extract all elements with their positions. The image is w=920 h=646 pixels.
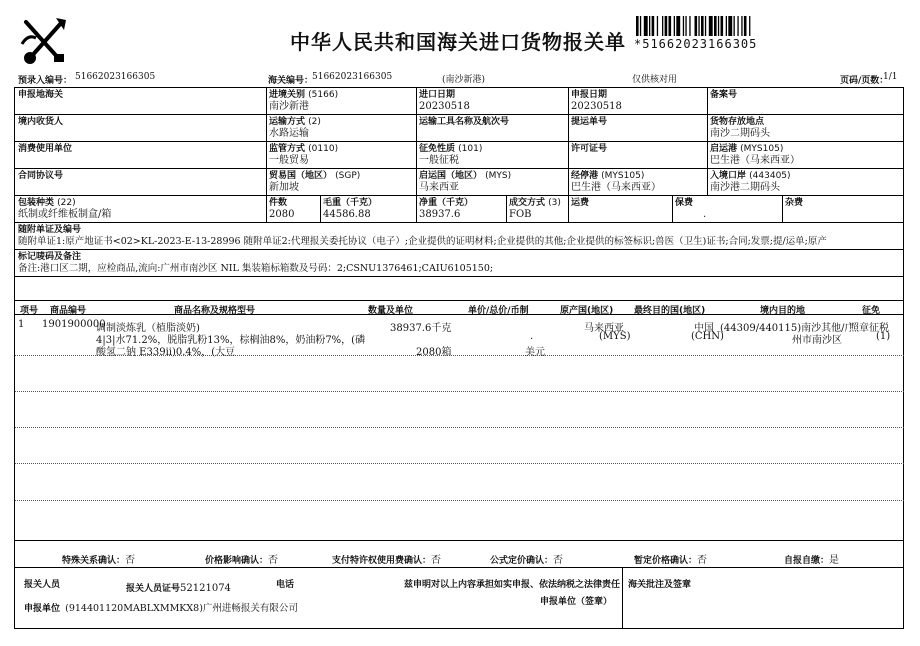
vessel-label: 运输工具名称及航次号	[419, 117, 510, 127]
page-label: 页码/页数：	[840, 76, 889, 86]
entry-port-value: 南沙新港	[269, 101, 309, 112]
item-qty1: 38937.6千克	[390, 323, 452, 334]
departure-port-label: 启运港	[710, 144, 738, 154]
tax-code: (101)	[458, 144, 483, 154]
transit-port-cell	[571, 170, 706, 194]
tax-label: 征免性质	[419, 144, 456, 154]
statement: 兹申明对以上内容承担如实申报、依法纳税之法律责任	[404, 580, 621, 590]
import-date-label: 进口日期	[419, 90, 456, 100]
insurance-mark: .	[703, 209, 707, 220]
page-value: 1/1	[883, 72, 898, 82]
confirm-special: 特殊关系确认：否	[62, 555, 136, 566]
port-bracket: (南沙新港)	[442, 75, 486, 85]
declare-date-value: 20230518	[571, 101, 622, 112]
transit-port-value: 巴生港（马来西亚）	[571, 182, 661, 193]
col-header-dest-place: 境内目的地	[760, 306, 806, 316]
item-dest-country-code: (CHN)	[691, 331, 724, 342]
import-date-cell	[419, 89, 567, 113]
trade-country-value: 新加坡	[269, 182, 299, 193]
declare-port-label: 申报地海关	[18, 90, 64, 100]
col-header-qty: 数量及单位	[368, 306, 414, 316]
confirm-provisional-value: 否	[697, 555, 708, 566]
item-currency: 美元	[525, 347, 545, 358]
vessel-cell	[419, 116, 567, 140]
item-code: 1901900000	[42, 319, 106, 330]
pieces-label: 件数	[269, 198, 288, 208]
misc-cell	[785, 197, 902, 221]
declaring-unit-value: (914401120MABLXMMKX8)广州进畅报关有限公司	[65, 603, 298, 614]
col-header-price: 单价/总价/币制	[468, 306, 529, 316]
phone-label: 电话	[276, 580, 295, 590]
declare-port-cell	[18, 89, 264, 113]
item-name-line1: 调制淡炼乳（植脂淡奶)	[96, 323, 200, 334]
barcode-number: *51662023166305	[634, 37, 758, 51]
consumer-cell	[18, 143, 264, 167]
customs-no-label: 海关编号：	[268, 76, 314, 86]
consignee-label: 境内收货人	[18, 117, 64, 127]
marks-text: 备注:港口区二期，应检商品,流向:广州市南沙区 NIL 集装箱标箱数及号码：2;CSNU1376461;CAIU6105150;	[18, 263, 494, 274]
customs-number: 51662023166305	[312, 72, 393, 82]
net-value: 38937.6	[419, 209, 461, 220]
entry-place-code: (443405)	[749, 171, 791, 181]
transport-label: 运输方式	[269, 117, 306, 127]
declarant-label: 报关人员	[24, 580, 61, 590]
misc-label: 杂费	[785, 198, 804, 208]
deal-value: FOB	[509, 209, 532, 220]
pre-entry-label: 预录入编号：	[18, 76, 73, 86]
import-date-value: 20230518	[419, 101, 470, 112]
tax-cell	[419, 143, 567, 167]
trade-country-cell	[269, 170, 415, 194]
item-name-line2: 4|3|水71.2%，脱脂乳粉13%，棕榈油8%，奶油粉7%，(磷	[96, 335, 366, 346]
declarant-no-value: 52121074	[180, 583, 231, 594]
item-exempt-line2: (1)	[876, 331, 891, 342]
item-dest-place-line2: 州市南沙区	[792, 335, 842, 346]
gross-cell	[323, 197, 415, 221]
contract-cell	[18, 170, 264, 194]
marks-cell	[18, 251, 902, 275]
entry-place-cell	[710, 170, 902, 194]
col-header-exempt: 征免	[862, 306, 881, 316]
origin-country-cell	[419, 170, 567, 194]
net-label: 净重（千克）	[419, 198, 474, 208]
item-origin: 马来西亚	[584, 323, 624, 334]
supervision-cell	[269, 143, 415, 167]
consignee-cell	[18, 116, 264, 140]
contract-label: 合同协议号	[18, 171, 64, 181]
package-cell	[18, 197, 264, 221]
transit-port-code: (MYS105)	[601, 171, 645, 181]
trade-country-code: (SGP)	[335, 171, 361, 181]
net-cell	[419, 197, 505, 221]
confirm-royalty: 支付特许权使用费确认：否	[332, 555, 442, 566]
declare-date-cell	[571, 89, 706, 113]
record-no-cell	[710, 89, 902, 113]
item-origin-code: (MYS)	[599, 331, 631, 342]
deal-label: 成交方式	[509, 198, 546, 208]
declare-date-label: 申报日期	[571, 90, 608, 100]
item-price-dot: .	[530, 331, 534, 342]
tax-value: 一般征税	[419, 155, 459, 166]
origin-country-code: (MYS)	[485, 171, 512, 181]
transport-code: (2)	[308, 117, 321, 127]
col-header-code: 商品编号	[50, 306, 87, 316]
transport-cell	[269, 116, 415, 140]
item-name-line3: 酸氢二钠 E339ii)0.4%，(大豆	[96, 347, 236, 358]
record-no-label: 备案号	[710, 90, 738, 100]
confirm-price: 价格影响确认：否	[205, 555, 279, 566]
customs-emblem-logo	[18, 14, 70, 68]
pre-entry-number: 51662023166305	[75, 72, 156, 82]
transport-value: 水路运输	[269, 128, 309, 139]
insurance-cell	[675, 197, 781, 221]
col-header-name: 商品名称及规格型号	[174, 306, 256, 316]
gross-value: 44586.88	[323, 209, 371, 220]
confirm-self-value: 是	[829, 555, 840, 566]
confirm-formula-value: 否	[553, 555, 564, 566]
bill-label: 提运单号	[571, 117, 608, 127]
confirm-provisional: 暂定价格确认：否	[634, 555, 708, 566]
origin-country-label: 启运国（地区）	[419, 171, 483, 181]
entry-port-label: 进境关别	[269, 90, 306, 100]
item-no: 1	[18, 319, 25, 330]
trade-country-label: 贸易国（地区）	[269, 171, 333, 181]
origin-country-value: 马来西亚	[419, 182, 459, 193]
declaring-unit: 申报单位 (914401120MABLXMMKX8)广州进畅报关有限公司	[24, 603, 298, 614]
item-qty2: 2080箱	[416, 347, 452, 358]
confirm-self: 自报自缴：是	[784, 555, 840, 566]
transit-port-label: 经停港	[571, 171, 599, 181]
confirm-formula: 公式定价确认：否	[490, 555, 564, 566]
item-dest-country: 中国	[694, 323, 714, 334]
pieces-value: 2080	[269, 209, 295, 220]
departure-port-cell	[710, 143, 902, 167]
item-exempt-line1: 照章征税	[849, 323, 889, 334]
confirm-price-value: 否	[268, 555, 279, 566]
gross-label: 毛重（千克）	[323, 198, 378, 208]
goods-place-value: 南沙二期码头	[710, 128, 770, 139]
entry-place-label: 入境口岸	[710, 171, 747, 181]
confirm-special-value: 否	[125, 555, 136, 566]
customs-remark-label: 海关批注及签章	[628, 580, 692, 590]
package-value: 纸制或纤维板制盒/箱	[18, 209, 112, 220]
bill-cell	[571, 116, 706, 140]
entry-port-cell	[269, 89, 415, 113]
license-cell	[571, 143, 706, 167]
marks-label: 标记唛码及备注	[18, 252, 82, 262]
col-header-origin: 原产国(地区)	[560, 306, 614, 316]
barcode	[636, 16, 800, 36]
item-dest-place-line1: (44309/440115)南沙其他/广	[720, 323, 855, 334]
license-label: 许可证号	[571, 144, 608, 154]
supervision-code: (0110)	[308, 144, 339, 154]
goods-place-cell	[710, 116, 902, 140]
col-header-no: 项号	[20, 306, 39, 316]
deal-code: (3)	[548, 198, 561, 208]
unit-stamp-label: 申报单位（签章）	[540, 597, 613, 607]
deal-cell	[509, 197, 567, 221]
confirm-royalty-value: 否	[431, 555, 442, 566]
col-header-dest-country: 最终目的国(地区)	[634, 306, 706, 316]
package-label: 包装种类	[18, 198, 55, 208]
entry-port-code: (5166)	[308, 90, 339, 100]
insurance-label: 保费	[675, 198, 694, 208]
document-title: 中华人民共和国海关进口货物报关单	[290, 30, 626, 54]
departure-port-code: (MYS105)	[740, 144, 784, 154]
goods-place-label: 货物存放地点	[710, 117, 765, 127]
docs-text: 随附单证1:原产地证书<02>KL-2023-E-13-28996 随附单证2:代理报关委托协议（电子）;企业提供的证明材料;企业提供的其他;企业提供的标签标识;兽医（卫生)证书;合同;发票;提/运单;原产	[18, 236, 827, 247]
entry-place-value: 南沙港二期码头	[710, 182, 780, 193]
departure-port-value: 巴生港（马来西亚）	[710, 155, 800, 166]
declarant-no: 报关人员证号52121074	[126, 583, 231, 594]
freight-cell	[571, 197, 671, 221]
supervision-label: 监管方式	[269, 144, 306, 154]
supervision-value: 一般贸易	[269, 155, 309, 166]
package-code: (22)	[57, 198, 76, 208]
docs-cell	[18, 224, 902, 248]
docs-label: 随附单证及编号	[18, 225, 82, 235]
usage-note: 仅供核对用	[632, 75, 678, 85]
pieces-cell	[269, 197, 319, 221]
freight-label: 运费	[571, 198, 590, 208]
consumer-label: 消费使用单位	[18, 144, 73, 154]
